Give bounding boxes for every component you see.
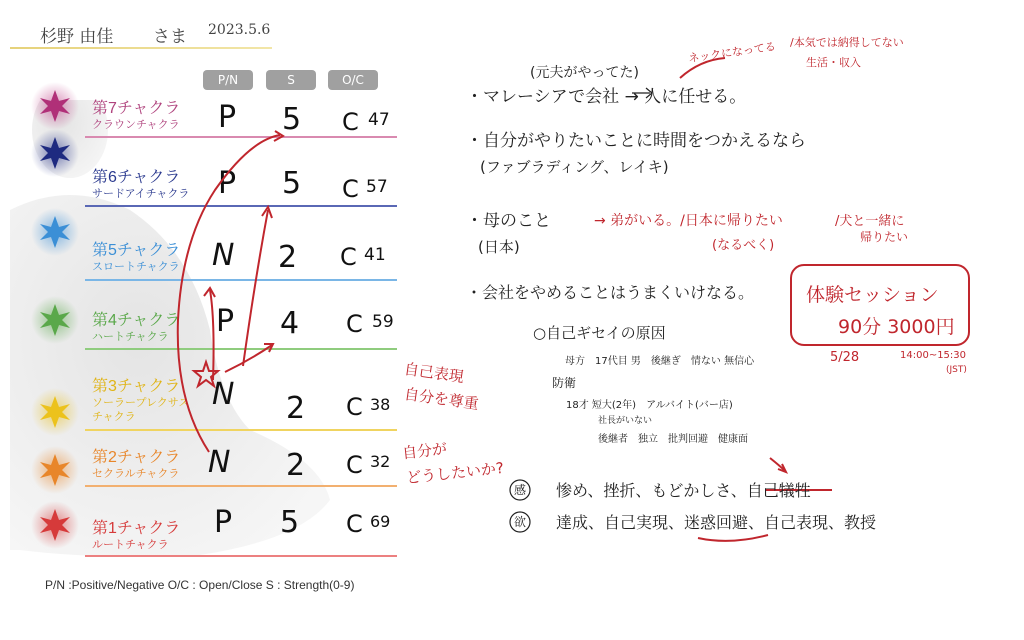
cause-line-1: 母方 17代目 男 後継ぎ 情ない 無信心 bbox=[565, 356, 755, 367]
red-note-doushitai: どうしたいか? bbox=[405, 458, 505, 488]
note-1-aside: (元夫がやってた) bbox=[530, 65, 639, 81]
session-tz-note: (JST) bbox=[946, 365, 967, 375]
cause-line-4: 社長がいない bbox=[598, 416, 653, 426]
chakra-name: 第3チャクラ bbox=[92, 378, 181, 395]
red-note-jibunga: 自分が bbox=[401, 439, 448, 463]
chakra-subname: ハートチャクラ bbox=[92, 331, 169, 343]
cause-line-5: 後継者 独立 批判回避 健康面 bbox=[598, 434, 748, 445]
oc-prefix: C bbox=[346, 451, 363, 479]
pn-value: N bbox=[212, 377, 235, 412]
chakra-name: 第1チャクラ bbox=[92, 520, 181, 537]
arrow-curve-mid bbox=[210, 290, 214, 380]
chakra-subname: スロートチャクラ bbox=[92, 261, 180, 273]
oc-prefix: C bbox=[346, 510, 363, 538]
column-header-oc: O/C bbox=[328, 70, 378, 90]
strength-value: 5 bbox=[282, 166, 302, 201]
row-mark-yoku: 欲 bbox=[514, 515, 527, 529]
strength-value: 4 bbox=[280, 306, 300, 341]
chakra-name: 第6チャクラ bbox=[92, 169, 181, 186]
cause-line-2: 防衛 bbox=[552, 376, 577, 390]
chakra-subname: クラウンチャクラ bbox=[92, 119, 180, 131]
pn-value: N bbox=[212, 238, 235, 273]
oc-value: 59 bbox=[372, 312, 394, 332]
session-date-note: 5/28 bbox=[830, 350, 860, 365]
note-3-red-d: 帰りたい bbox=[860, 230, 909, 244]
oc-value: 69 bbox=[370, 512, 391, 531]
chakra-name: 第4チャクラ bbox=[92, 312, 181, 329]
arrow-curve-right bbox=[243, 210, 268, 366]
pn-value: P bbox=[214, 505, 233, 540]
column-header-pn: P/N bbox=[203, 70, 253, 90]
oc-value: 47 bbox=[368, 110, 390, 130]
row-mark-kan: 感 bbox=[514, 483, 527, 497]
session-time-note: 14:00~15:30 bbox=[900, 350, 967, 361]
note-2: ・自分がやりたいことに時間をつかえるなら bbox=[466, 131, 806, 151]
chakra-subname: ソーラープレクサス チャクラ bbox=[92, 397, 190, 423]
strength-value: 2 bbox=[278, 240, 298, 275]
strength-value: 5 bbox=[282, 102, 302, 137]
note-3-sub: (日本) bbox=[478, 238, 520, 256]
pn-value: P bbox=[218, 100, 237, 135]
chakra-name: 第5チャクラ bbox=[92, 242, 181, 259]
honorific: さま bbox=[153, 27, 187, 47]
emotion-row: 惨め、挫折、もどかしさ、自己犠牲 bbox=[556, 481, 811, 500]
note-4: ・会社をやめることはうまくいけなる。 bbox=[466, 283, 755, 302]
note-3-red-c: /犬と一緒に bbox=[835, 214, 905, 229]
oc-value: 32 bbox=[370, 452, 391, 471]
oc-value: 57 bbox=[366, 177, 388, 197]
arrow-short bbox=[225, 345, 272, 372]
strength-value: 2 bbox=[286, 391, 306, 426]
note-1-red-c: 生活・収入 bbox=[806, 56, 861, 69]
arrow-curve-left bbox=[178, 135, 280, 452]
red-note-jikohyogen: 自己表現 bbox=[402, 359, 465, 387]
note-2b: (ファブラディング、レイキ) bbox=[480, 158, 669, 176]
note-3-red-b: (なるべく) bbox=[712, 238, 775, 253]
pn-value: P bbox=[216, 304, 235, 339]
oc-prefix: C bbox=[340, 243, 357, 271]
oc-prefix: C bbox=[346, 393, 363, 421]
cause-line-3: 18才 短大(2年) アルバイト(バー店) bbox=[566, 400, 733, 411]
session-box-line2: 90分 3000円 bbox=[838, 316, 955, 338]
note-1: ・マレーシアで会社 → 人に任せる。 bbox=[466, 87, 747, 107]
session-box-line1: 体験セッション bbox=[806, 284, 939, 306]
red-note-sonchou: 自分を尊重 bbox=[403, 384, 480, 414]
note-1-red-a: ネックになってる bbox=[687, 39, 777, 66]
cause-title: ○自己ギセイの原因 bbox=[533, 324, 666, 342]
desire-row: 達成、自己実現、迷惑回避、自己表現、教授 bbox=[556, 513, 877, 532]
oc-prefix: C bbox=[342, 108, 359, 136]
oc-prefix: C bbox=[346, 310, 363, 338]
oc-prefix: C bbox=[342, 175, 359, 203]
note-1-red-b: /本気では納得してない bbox=[790, 36, 904, 49]
note-3: ・母のこと bbox=[466, 211, 551, 231]
oc-value: 41 bbox=[364, 245, 386, 265]
arrow-note-bottom bbox=[770, 458, 784, 470]
chakra-subname: セクラルチャクラ bbox=[92, 468, 180, 480]
chakra-subname: ルートチャクラ bbox=[92, 539, 169, 551]
session-date: 2023.5.6 bbox=[208, 22, 271, 38]
client-name: 杉野 由佳 bbox=[40, 27, 114, 47]
column-header-s: S bbox=[266, 70, 316, 90]
star-mark bbox=[194, 362, 218, 386]
legend: P/N :Positive/Negative O/C : Open/Close S : Strength(0-9) bbox=[45, 578, 355, 592]
underline-meiwaku bbox=[698, 535, 768, 541]
strength-value: 2 bbox=[286, 448, 306, 483]
note-3-red-a: → 弟がいる。/日本に帰りたい bbox=[594, 213, 783, 229]
chakra-name: 第2チャクラ bbox=[92, 449, 181, 466]
chakra-name: 第7チャクラ bbox=[92, 100, 181, 117]
chakra-subname: サードアイチャクラ bbox=[92, 188, 190, 200]
oc-value: 38 bbox=[370, 395, 391, 414]
pn-value: P bbox=[218, 166, 237, 201]
strength-value: 5 bbox=[280, 505, 300, 540]
pn-value: N bbox=[208, 445, 231, 480]
